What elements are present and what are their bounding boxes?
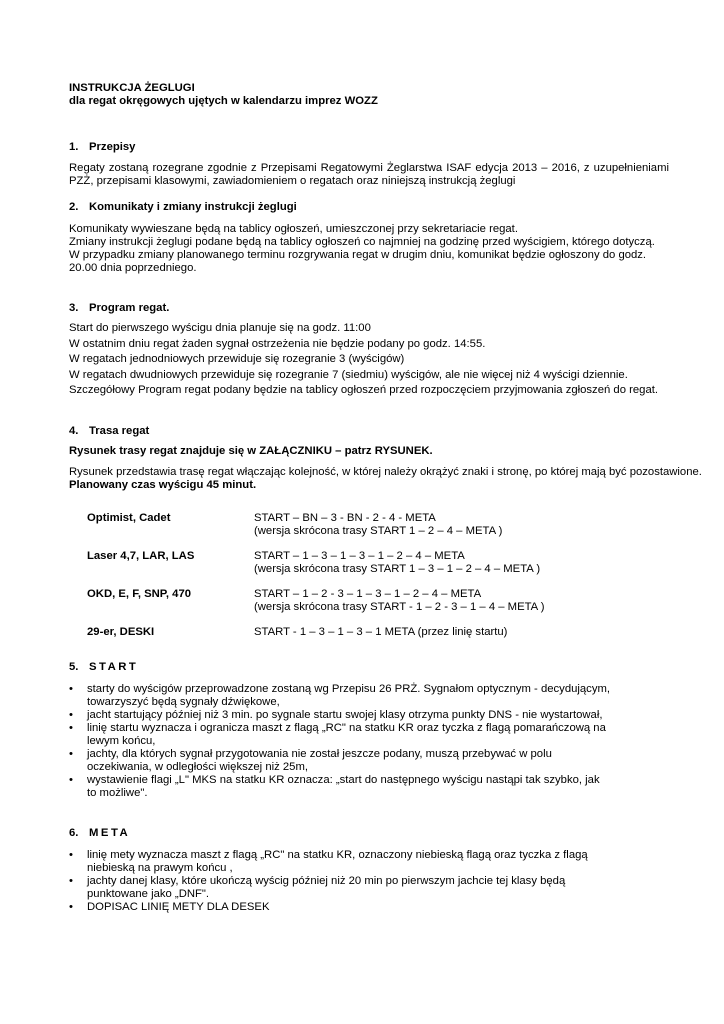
item-line: • starty do wyścigów przeprowadzone zostaną wg Przepisu 26 PRŻ. Sygnałom optycznym - decydującym, (87, 682, 611, 695)
item-line: • linię mety wyznacza maszt z flagą „RC" na statku KR, oznaczony niebieską flagą oraz tyczka z flagą (87, 848, 588, 861)
paragraph-line: Komunikaty wywieszane będą na tablicy ogłoszeń, umieszczonej przy sekretariacie regat. (69, 223, 518, 235)
route-cell (254, 588, 544, 614)
section-title: Komunikaty i zmiany instrukcji żeglugi (89, 201, 297, 213)
list-item (69, 774, 622, 800)
route-row (87, 550, 669, 576)
route-class: Optimist, Cadet (87, 511, 171, 524)
list-item (69, 875, 622, 901)
title-line-1: INSTRUKCJA ŻEGLUGI (69, 82, 195, 94)
section-3-body (69, 321, 669, 399)
paragraph-line: Szczegółowy Program regat podany będzie na tablicy ogłoszeń przed rozpoczęciem przyjmowania zgłoszeń do regat. (69, 384, 659, 396)
section-title: Trasa regat (89, 424, 150, 437)
item-line: niebieską na prawym końcu , (87, 861, 233, 874)
route-course: START - 1 – 3 – 1 – 3 – 1 META (przez linię startu) (254, 625, 508, 638)
section-number: 5. (69, 660, 79, 673)
section-number: 4. (69, 424, 79, 437)
paragraph-line: Zmiany instrukcji żeglugi podane będą na tablicy ogłoszeń co najmniej na godzinę przed wyścigiem, którego dotyczą. (69, 236, 655, 248)
route-class: 29-er, DESKI (87, 625, 155, 638)
section-title: START (89, 660, 139, 673)
item-line: • wystawienie flagi „L" MKS na statku KR oznacza: „start do następnego wyścigu nastąpi tak szybko, jak (87, 773, 600, 786)
route-row (87, 588, 669, 614)
section-number: 6. (69, 826, 79, 839)
section-6-heading (69, 827, 669, 840)
route-short-course: (wersja skrócona trasy START - 1 – 2 - 3 – 1 – 4 – META ) (254, 600, 545, 613)
route-row (87, 512, 669, 538)
route-description: Rysunek przedstawia trasę regat włączając kolejność, w której należy okrążyć znaki i stronę, po której mają być pozostawione. (69, 465, 702, 478)
section-number: 2. (69, 201, 79, 213)
route-course: START – 1 – 2 - 3 – 1 – 3 – 1 – 2 – 4 – META (254, 587, 482, 600)
section-4-heading (69, 425, 669, 438)
route-row (87, 626, 669, 639)
route-short-course: (wersja skrócona trasy START 1 – 2 – 4 – META ) (254, 524, 503, 537)
start-rules-list (69, 683, 669, 800)
paragraph-line: 20.00 dnia poprzedniego. (69, 262, 197, 274)
paragraph-line: W regatach jednodniowych przewiduje się rozegranie 3 (wyścigów) (69, 353, 405, 365)
item-line: oczekiwania, w odległości większej niż 25m, (87, 760, 309, 773)
route-class: Laser 4,7, LAR, LAS (87, 549, 195, 562)
list-item (69, 901, 622, 914)
route-cell (254, 512, 502, 538)
list-item (69, 722, 622, 748)
paragraph-line: W ostatnim dniu regat żaden sygnał ostrzeżenia nie będzie podany po godz. 14:55. (69, 337, 486, 350)
section-number: 3. (69, 302, 79, 314)
list-item (69, 709, 622, 722)
section-3-heading (69, 302, 669, 315)
item-line: to możliwe". (87, 786, 148, 799)
paragraph-line: Start do pierwszego wyścigu dnia planuje się na godz. 11:00 (69, 322, 371, 334)
title-line-2: dla regat okręgowych ujętych w kalendarzu imprez WOZZ (69, 95, 378, 107)
section-title: META (89, 826, 131, 839)
item-line: • jachty, dla których sygnał przygotowania nie został jeszcze podany, muszą przebywać w polu (87, 747, 552, 760)
route-course: START – BN – 3 - BN - 2 - 4 - META (254, 511, 436, 524)
item-line: • DOPISAC LINIĘ METY DLA DESEK (87, 900, 270, 913)
route-cell (254, 626, 507, 639)
paragraph-line: W regatach dwudniowych przewiduje się rozegranie 7 (siedmiu) wyścigów, ale nie więcej niż 4 wyścigi dziennie. (69, 368, 628, 381)
route-class: OKD, E, F, SNP, 470 (87, 587, 192, 600)
section-2-heading (69, 201, 669, 214)
list-item (69, 849, 622, 875)
item-line: lewym końcu, (87, 734, 156, 747)
route-short-course: (wersja skrócona trasy START 1 – 3 – 1 – 2 – 4 – META ) (254, 562, 541, 575)
section-5-heading (69, 661, 669, 674)
item-line: towarzyszyć będą sygnały dźwiękowe, (87, 695, 280, 708)
finish-rules-list (69, 849, 669, 914)
routes-table (87, 512, 669, 639)
item-line: • linię startu wyznacza i ogranicza maszt z flagą „RC" na statku KR oraz tyczka z flagą pomarańczową na (87, 721, 606, 734)
item-line: • jachty danej klasy, które ukończą wyścig później niż 20 min po pierwszym jachcie tej klasy będą (87, 874, 566, 887)
section-number: 1. (69, 141, 79, 153)
list-item (69, 748, 622, 774)
section-2-body (69, 223, 669, 275)
document-title (69, 82, 669, 108)
item-line: punktowane jako „DNF". (87, 887, 210, 900)
route-course: START – 1 – 3 – 1 – 3 – 1 – 2 – 4 – META (254, 549, 465, 562)
section-title: Program regat. (89, 302, 170, 314)
document-page (69, 82, 702, 914)
section-1-text: Regaty zostaną rozegrane zgodnie z Przepisami Regatowymi Żeglarstwa ISAF edycja 2013 – 2016, z uzupełnieniami PZŻ, przepisami klasowymi, zawiadomieniem o regatach oraz niniejszą instrukcją żeglugi (69, 162, 669, 187)
paragraph-line: W przypadku zmiany planowanego terminu rozgrywania regat w drugim dniu, komunikat będzie ogłoszony do godz. (69, 249, 647, 261)
route-drawing-note: Rysunek trasy regat znajduje się w ZAŁĄCZNIKU – patrz RYSUNEK. (69, 444, 433, 457)
route-cell (254, 550, 540, 576)
planned-race-time: Planowany czas wyścigu 45 minut. (69, 478, 257, 491)
section-1-heading (69, 141, 669, 154)
list-item (69, 683, 622, 709)
item-line: • jacht startujący później niż 3 min. po sygnale startu swojej klasy otrzyma punkty DNS - nie wystartował, (87, 708, 603, 721)
section-title: Przepisy (89, 141, 136, 153)
